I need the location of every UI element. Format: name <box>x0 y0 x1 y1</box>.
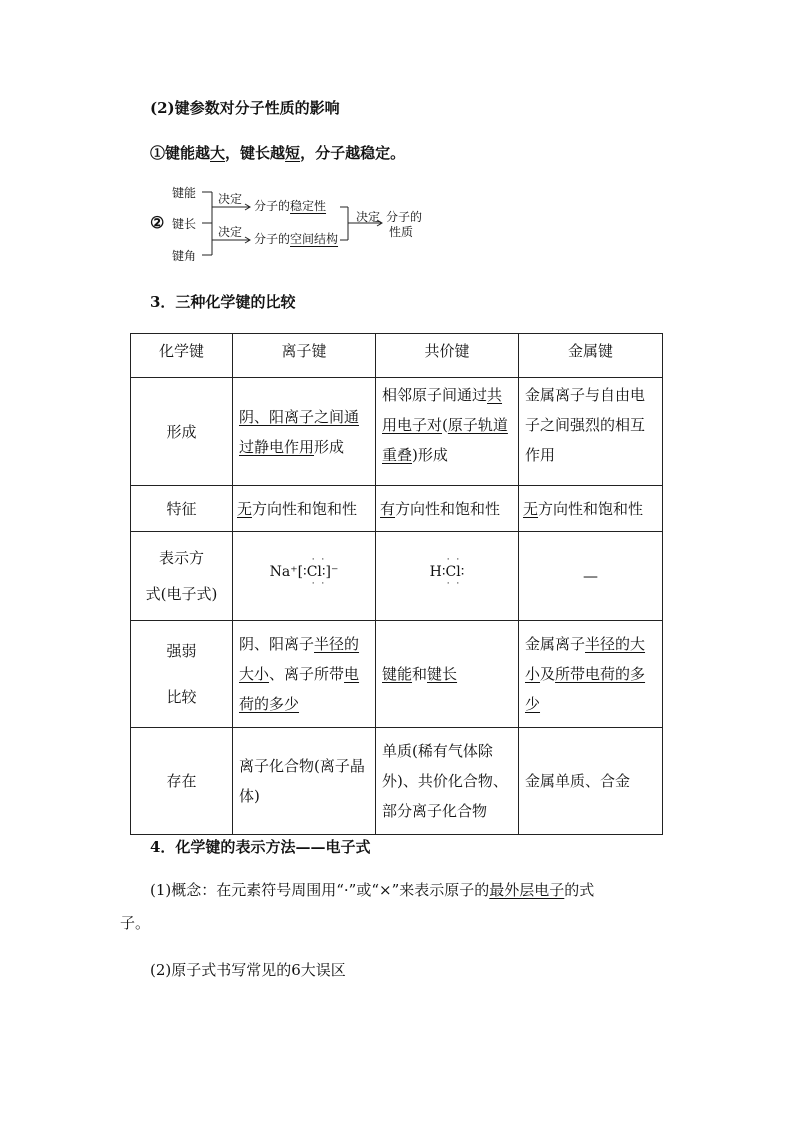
text-segment: 分子的 <box>254 232 291 246</box>
text-segment: 及 <box>540 665 556 683</box>
text-segment: (1)概念：在元素符号周围用“·”或“×”来表示原子的 <box>150 881 490 899</box>
table-row <box>131 621 663 728</box>
bond-parameter-diagram <box>148 183 428 263</box>
subsection-heading: (2)原子式书写常见的6大误区 <box>150 961 346 979</box>
underlined-answer: 无 <box>237 499 253 518</box>
underlined-answer: 半径的大小 <box>239 635 360 683</box>
row-label <box>131 532 233 621</box>
bond-length-label: 键长 <box>172 217 197 231</box>
concept-line-1 <box>150 880 594 900</box>
row-label: 特征 <box>131 486 233 532</box>
table-cell <box>376 532 519 621</box>
table-cell <box>233 378 376 486</box>
row-label: 形成 <box>131 378 233 486</box>
text-segment: ( <box>442 416 448 434</box>
underlined-answer: 阴、阳离子之间通过静电作用 <box>239 407 360 456</box>
stability-text <box>254 199 326 213</box>
table-header-cell: 共价键 <box>376 334 519 378</box>
section-heading: (2)键参数对分子性质的影响 <box>150 99 340 117</box>
underlined-answer: 最外层电子 <box>489 881 565 899</box>
chemical-bond-table <box>130 333 663 835</box>
table-cell <box>519 621 663 728</box>
text-segment: 式(电子式) <box>145 585 218 603</box>
table-cell <box>376 621 519 728</box>
text-segment: 比较 <box>166 688 197 706</box>
row-label <box>131 621 233 728</box>
underlined-answer: 原子轨道重叠 <box>382 416 508 464</box>
point-1 <box>150 143 405 163</box>
table-cell <box>233 532 376 621</box>
bond-angle-label: 键角 <box>172 249 197 263</box>
underlined-answer: 短 <box>285 144 301 162</box>
table-cell: — <box>519 532 663 621</box>
table-cell: 金属离子与自由电子之间强烈的相互作用 <box>519 378 663 486</box>
underlined-answer: 所带电荷的多少 <box>525 665 646 713</box>
section-heading: 4．化学键的表示方法——电子式 <box>150 838 371 856</box>
text-segment: · · <box>311 555 327 565</box>
table-cell <box>519 486 663 532</box>
covalent-electron-formula <box>430 556 465 588</box>
table-header-cell: 离子键 <box>233 334 376 378</box>
underlined-answer: 半径的大小 <box>525 635 646 683</box>
text-segment: H∶Cl∶ <box>429 564 465 580</box>
section-heading: 3．三种化学键的比较 <box>150 293 296 311</box>
text-segment: · · <box>446 555 462 565</box>
text-segment: 方向性和饱和性 <box>395 499 501 518</box>
text-segment: 、离子所带 <box>269 665 345 683</box>
text-segment: 的式 <box>564 881 595 899</box>
text-segment: ，分子越稳定。 <box>300 144 406 162</box>
structure-text <box>254 232 338 246</box>
underlined-answer: 无 <box>523 499 539 518</box>
text-segment: 和 <box>412 665 428 683</box>
underlined-answer: 有 <box>380 499 396 518</box>
row-label: 存在 <box>131 728 233 835</box>
text-segment: ，键长越 <box>225 144 286 162</box>
text-segment: 表示方 <box>158 549 204 567</box>
table-cell <box>233 486 376 532</box>
text-segment: Na⁺[∶Cl∶]⁻ <box>269 564 339 580</box>
table-cell: 金属单质、合金 <box>519 728 663 835</box>
table-header-cell: 化学键 <box>131 334 233 378</box>
table-cell <box>233 621 376 728</box>
text-segment: ①键能越 <box>150 144 211 162</box>
table-row <box>131 532 663 621</box>
table-row <box>131 728 663 835</box>
text-segment: 金属离子 <box>525 635 586 653</box>
concept-line-2: 子。 <box>120 914 151 932</box>
text-segment: 阴、阳离子 <box>239 635 315 653</box>
text-segment: 形成 <box>314 437 345 456</box>
underlined-answer: 空间结构 <box>290 232 339 246</box>
decide-label: 决定 <box>356 210 381 224</box>
table-row <box>131 486 663 532</box>
underlined-answer: 共用电子对 <box>382 386 503 434</box>
text-segment: 分子的 <box>254 199 291 213</box>
underlined-answer: 键长 <box>427 665 458 683</box>
decide-label: 决定 <box>218 192 243 206</box>
text-segment: 相邻原子间通过 <box>382 386 488 404</box>
result-text-1: 分子的 <box>386 210 423 224</box>
underlined-answer: 电荷的多少 <box>239 665 360 713</box>
text-segment: · · <box>446 579 462 589</box>
underlined-answer: 大 <box>210 144 226 162</box>
table-header-row <box>131 334 663 378</box>
underlined-answer: 稳定性 <box>290 199 327 213</box>
text-segment: · · <box>311 579 327 589</box>
table-cell <box>376 378 519 486</box>
ionic-electron-formula <box>270 556 339 588</box>
table-cell: 单质(稀有气体除外)、共价化合物、部分离子化合物 <box>376 728 519 835</box>
underlined-answer: 键能 <box>382 665 413 683</box>
table-header-cell: 金属键 <box>519 334 663 378</box>
text-segment: 方向性和饱和性 <box>538 499 644 518</box>
result-text-2: 性质 <box>389 225 414 239</box>
text-segment: )形成 <box>412 446 448 464</box>
text-segment: 强弱 <box>166 642 197 660</box>
bond-energy-label: 键能 <box>172 186 197 200</box>
circle-number: ② <box>150 213 165 232</box>
table-row <box>131 378 663 486</box>
decide-label: 决定 <box>218 225 243 239</box>
text-segment: 方向性和饱和性 <box>252 499 358 518</box>
table-cell <box>376 486 519 532</box>
table-cell: 离子化合物(离子晶体) <box>233 728 376 835</box>
